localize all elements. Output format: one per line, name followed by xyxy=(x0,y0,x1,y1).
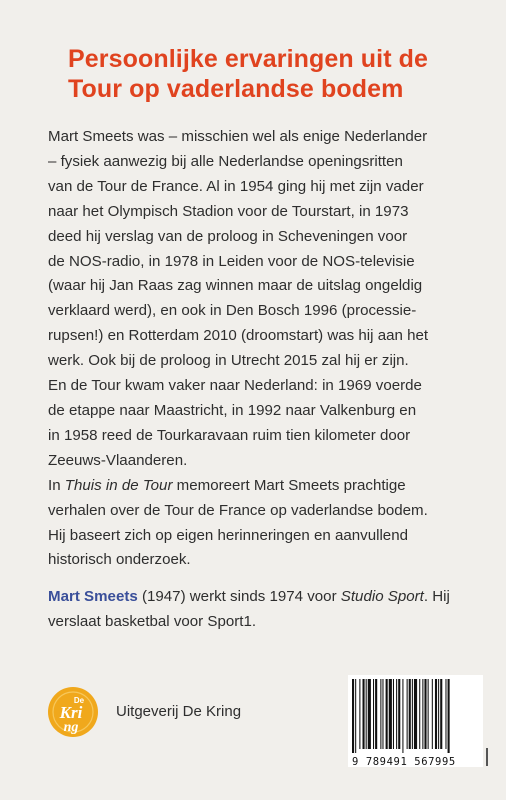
barcode-bar xyxy=(412,679,413,749)
barcode-bar xyxy=(382,679,383,749)
blurb-line-book-title xyxy=(48,474,488,499)
blurb-line: (waar hij Jan Raas zag winnen maar de uitslag ongeldig xyxy=(48,277,423,295)
barcode-bar xyxy=(368,679,371,749)
barcode-bars xyxy=(348,675,483,755)
book-title: Thuis in de Tour xyxy=(64,476,173,494)
author-bio-part2: . Hij xyxy=(423,588,450,606)
svg-text:Kri: Kri xyxy=(59,703,83,722)
barcode-bar xyxy=(393,679,394,749)
blurb-line: naar het Olympisch Stadion voor de Tourstart, in 1973 xyxy=(48,202,409,220)
barcode-bar xyxy=(414,679,417,749)
headline-line-2: Tour op vaderlandse bodem xyxy=(68,75,404,103)
de-kring-logo-icon xyxy=(47,686,99,738)
divider xyxy=(486,748,488,766)
in-prefix: In xyxy=(48,476,65,494)
barcode-bar xyxy=(419,679,420,749)
blurb-line: de NOS-radio, in 1978 in Leiden voor de NOS-televisie xyxy=(48,252,415,270)
barcode xyxy=(348,675,483,767)
barcode-bar xyxy=(366,679,367,749)
blurb-line: werk. Ook bij de proloog in Utrecht 2015 zal hij er zijn. xyxy=(48,352,409,370)
publisher-name: Uitgeverij De Kring xyxy=(116,703,242,720)
blurb-text xyxy=(48,125,488,635)
barcode-bar xyxy=(448,679,450,753)
blurb-line: in 1958 reed de Tourkaravaan ruim tien kilometer door xyxy=(48,426,411,444)
svg-text:De: De xyxy=(73,696,85,705)
barcode-bar xyxy=(375,679,377,749)
barcode-bar xyxy=(407,679,408,749)
barcode-bar xyxy=(445,679,446,749)
barcode-bar xyxy=(355,679,356,753)
barcode-bar xyxy=(432,679,433,749)
barcode-bar xyxy=(396,679,397,749)
barcode-bar xyxy=(359,679,360,749)
blurb-line: Zeeuws-Vlaanderen. xyxy=(48,451,188,469)
barcode-bar xyxy=(428,679,429,749)
barcode-bar xyxy=(389,679,392,749)
program-name: Studio Sport xyxy=(340,588,424,606)
barcode-bar xyxy=(440,679,442,749)
blurb-line: Hij baseert zich op eigen herinneringen en aanvullend xyxy=(48,526,408,544)
barcode-bar xyxy=(373,679,374,749)
in-suffix: memoreert Mart Smeets prachtige xyxy=(172,476,406,494)
de-kring-logo xyxy=(47,686,99,738)
blurb-line: En de Tour kwam vaker naar Nederland: in 1969 voerde xyxy=(48,377,422,395)
headline xyxy=(68,44,488,104)
barcode-bar xyxy=(398,679,400,749)
barcode-bar xyxy=(422,679,423,749)
barcode-bar xyxy=(424,679,426,749)
author-name: Mart Smeets xyxy=(48,588,138,606)
barcode-bar xyxy=(438,679,439,749)
blurb-line: rupsen!) en Rotterdam 2010 (droomstart) was hij aan het xyxy=(48,327,429,345)
blurb-line: van de Tour de France. Al in 1954 ging hij met zijn vader xyxy=(48,177,424,195)
barcode-bar xyxy=(402,679,403,753)
barcode-bar xyxy=(363,679,365,749)
blurb-line: verhalen over de Tour de France op vaderlandse bodem. xyxy=(48,501,428,519)
paragraph-gap xyxy=(48,573,488,585)
blurb-line: verklaard werd), en ook in Den Bosch 1996 (processie- xyxy=(48,302,417,320)
author-bio-part1: (1947) werkt sinds 1974 voor xyxy=(137,588,341,606)
svg-text:ng: ng xyxy=(63,720,79,735)
author-bio-line-1 xyxy=(48,585,488,610)
author-bio-line-2: verslaat basketbal voor Sport1. xyxy=(48,613,257,631)
isbn-number: 9 789491 567995 xyxy=(352,756,456,768)
barcode-bar xyxy=(386,679,388,749)
blurb-line: – fysiek aanwezig bij alle Nederlandse openingsritten xyxy=(48,152,403,170)
barcode-bar xyxy=(380,679,381,749)
blurb-line: historisch onderzoek. xyxy=(48,551,191,569)
blurb-line: de etappe naar Maastricht, in 1992 naar Valkenburg en xyxy=(48,401,417,419)
blurb-line: Mart Smeets was – misschien wel als enige Nederlander xyxy=(48,128,428,145)
barcode-bar xyxy=(352,679,354,753)
barcode-bar xyxy=(409,679,411,749)
barcode-bar xyxy=(435,679,437,749)
blurb-line: deed hij verslag van de proloog in Scheveningen voor xyxy=(48,227,408,245)
headline-line-1: Persoonlijke ervaringen uit de xyxy=(68,45,429,73)
